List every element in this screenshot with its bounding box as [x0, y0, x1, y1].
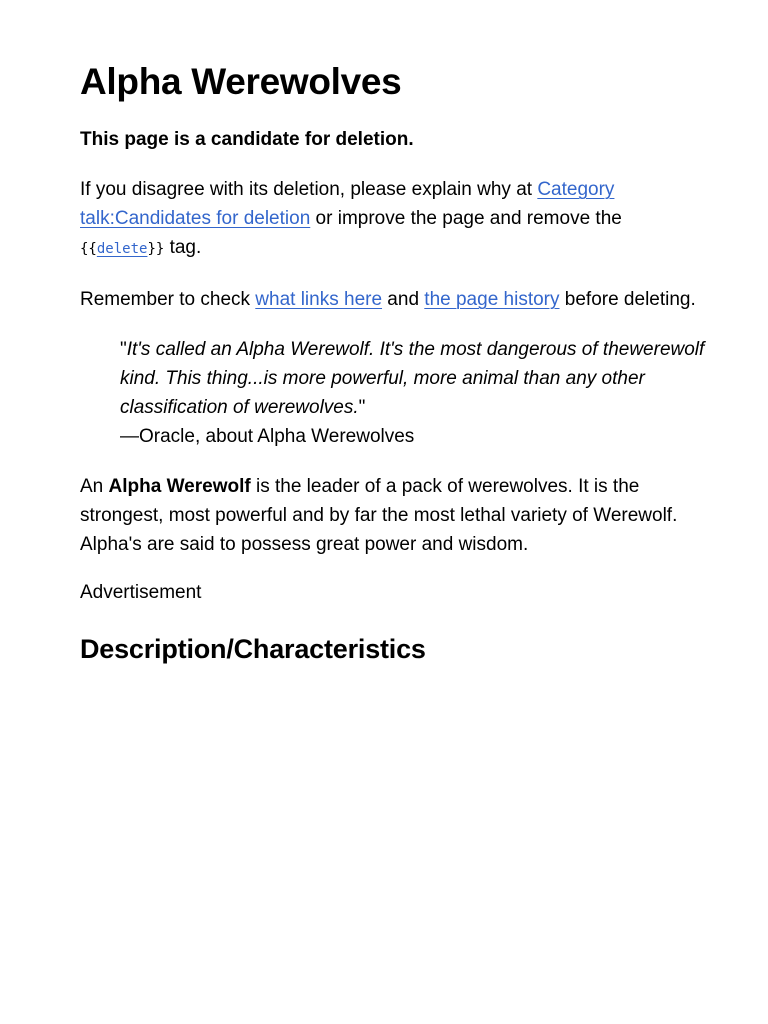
reminder-text: Remember to check	[80, 289, 256, 310]
delete-template-tag	[80, 241, 164, 257]
deletion-reminder	[80, 285, 708, 314]
quote-attribution: —Oracle, about Alpha Werewolves	[120, 426, 415, 447]
reminder-text: and	[382, 289, 425, 310]
advertisement-label: Advertisement	[80, 582, 202, 603]
intro-text: An	[80, 476, 109, 497]
category-talk-link[interactable]: Category talk:Candidates for deletion	[80, 179, 615, 229]
tag-close-braces: }}	[147, 241, 165, 257]
quote-open-mark: "	[120, 339, 127, 360]
quote-text	[120, 335, 708, 422]
deletion-notice-text: tag.	[164, 237, 202, 258]
delete-template-link[interactable]: delete	[96, 241, 148, 257]
deletion-notice-heading: This page is a candidate for deletion.	[80, 129, 414, 150]
intro-text: is the leader of a pack of werewolves. It is the strongest, most powerful and by far the most lethal variety of Werewolf. Alpha's are said to possess great power and wisdom.	[80, 476, 678, 555]
section-heading-description: Description/Characteristics	[80, 634, 426, 664]
reminder-text: before deleting.	[559, 289, 696, 310]
page-title: Alpha Werewolves	[80, 61, 402, 102]
quote-body: It's called an Alpha Werewolf. It's the most dangerous of thewerewolf kind. This thing...is more powerful, more animal than any other classification of werewolves.	[120, 339, 705, 418]
quote-close-mark: "	[358, 397, 366, 418]
intro-bold-term: Alpha Werewolf	[108, 476, 251, 497]
deletion-notice-body	[80, 175, 708, 264]
what-links-here-link[interactable]: what links here	[255, 289, 383, 310]
intro-paragraph	[80, 472, 708, 559]
page-history-link[interactable]: the page history	[424, 289, 560, 310]
oracle-quote	[120, 335, 708, 451]
deletion-notice-text: or improve the page and remove the	[310, 208, 622, 229]
tag-open-braces: {{	[80, 241, 97, 257]
deletion-notice-text: If you disagree with its deletion, please explain why at	[80, 179, 538, 200]
